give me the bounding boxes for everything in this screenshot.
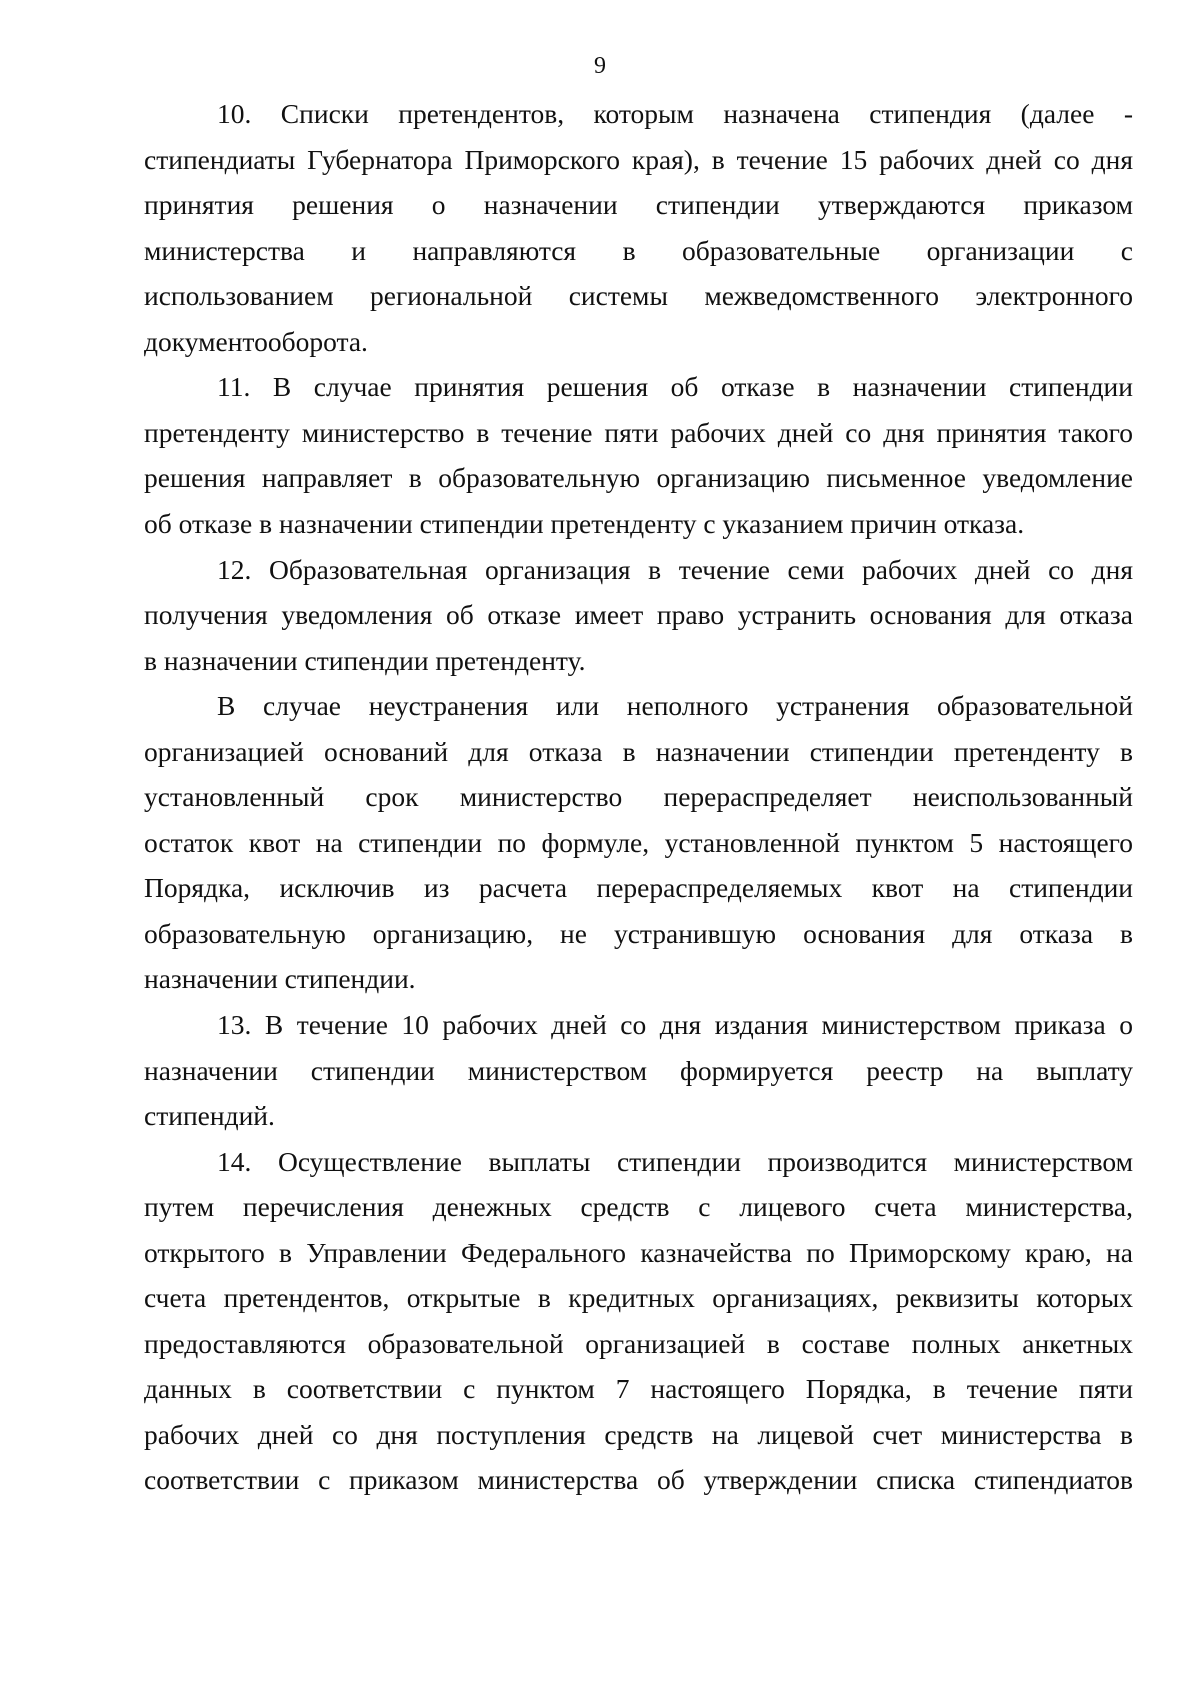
text-line: стипендиаты Губернатора Приморского края), в течение 15 рабочих дней со дня bbox=[144, 143, 1133, 175]
text-line: данных в соответствии с пунктом 7 настоящего Порядка, в течение пяти bbox=[144, 1373, 1133, 1405]
text-line: 11. В случае принятия решения об отказе в назначении стипендии bbox=[217, 371, 1133, 403]
text-line: установленный срок министерство перераспределяет неиспользованный bbox=[144, 781, 1133, 813]
text-line: об отказе в назначении стипендии претенденту с указанием причин отказа. bbox=[144, 507, 1025, 539]
text-line: получения уведомления об отказе имеет право устранить основания для отказа bbox=[144, 599, 1133, 631]
text-line: 14. Осуществление выплаты стипендии производится министерством bbox=[217, 1145, 1133, 1177]
text-line: документооборота. bbox=[144, 325, 368, 357]
text-line: назначении стипендии. bbox=[144, 963, 416, 995]
text-line: открытого в Управлении Федерального казначейства по Приморскому краю, на bbox=[144, 1236, 1133, 1268]
text-line: 13. В течение 10 рабочих дней со дня издания министерством приказа о bbox=[217, 1009, 1133, 1040]
text-line: предоставляются образовательной организацией в составе полных анкетных bbox=[144, 1327, 1133, 1359]
text-line: назначении стипендии министерством формируется реестр на выплату bbox=[144, 1054, 1133, 1086]
text-line: в назначении стипендии претенденту. bbox=[144, 644, 586, 676]
text-line: остаток квот на стипендии по формуле, установленной пунктом 5 настоящего bbox=[144, 826, 1133, 858]
text-line: претенденту министерство в течение пяти рабочих дней со дня принятия такого bbox=[144, 416, 1133, 448]
text-line: путем перечисления денежных средств с лицевого счета министерства, bbox=[144, 1191, 1133, 1223]
text-line: использованием региональной системы межведомственного электронного bbox=[144, 280, 1133, 312]
text-line: организацией оснований для отказа в назначении стипендии претенденту в bbox=[144, 735, 1133, 767]
text-line: счета претендентов, открытые в кредитных организациях, реквизиты которых bbox=[144, 1282, 1133, 1314]
text-line: рабочих дней со дня поступления средств на лицевой счет министерства в bbox=[144, 1418, 1133, 1450]
page-number: 9 bbox=[594, 53, 606, 79]
text-line: образовательную организацию, не устранившую основания для отказа в bbox=[144, 917, 1133, 949]
text-line: министерства и направляются в образовательные организации с bbox=[144, 234, 1133, 266]
text-line: принятия решения о назначении стипендии утверждаются приказом bbox=[144, 189, 1133, 221]
text-line: решения направляет в образовательную организацию письменное уведомление bbox=[144, 462, 1133, 494]
text-line: стипендий. bbox=[144, 1100, 275, 1132]
text-line: Порядка, исключив из расчета перераспределяемых квот на стипендии bbox=[144, 872, 1133, 904]
text-line: 12. Образовательная организация в течение семи рабочих дней со дня bbox=[217, 553, 1133, 585]
text-line: соответствии с приказом министерства об утверждении списка стипендиатов bbox=[144, 1464, 1133, 1496]
text-line: 10. Списки претендентов, которым назначена стипендия (далее - bbox=[217, 98, 1133, 129]
text-line: В случае неустранения или неполного устранения образовательной bbox=[217, 690, 1133, 722]
